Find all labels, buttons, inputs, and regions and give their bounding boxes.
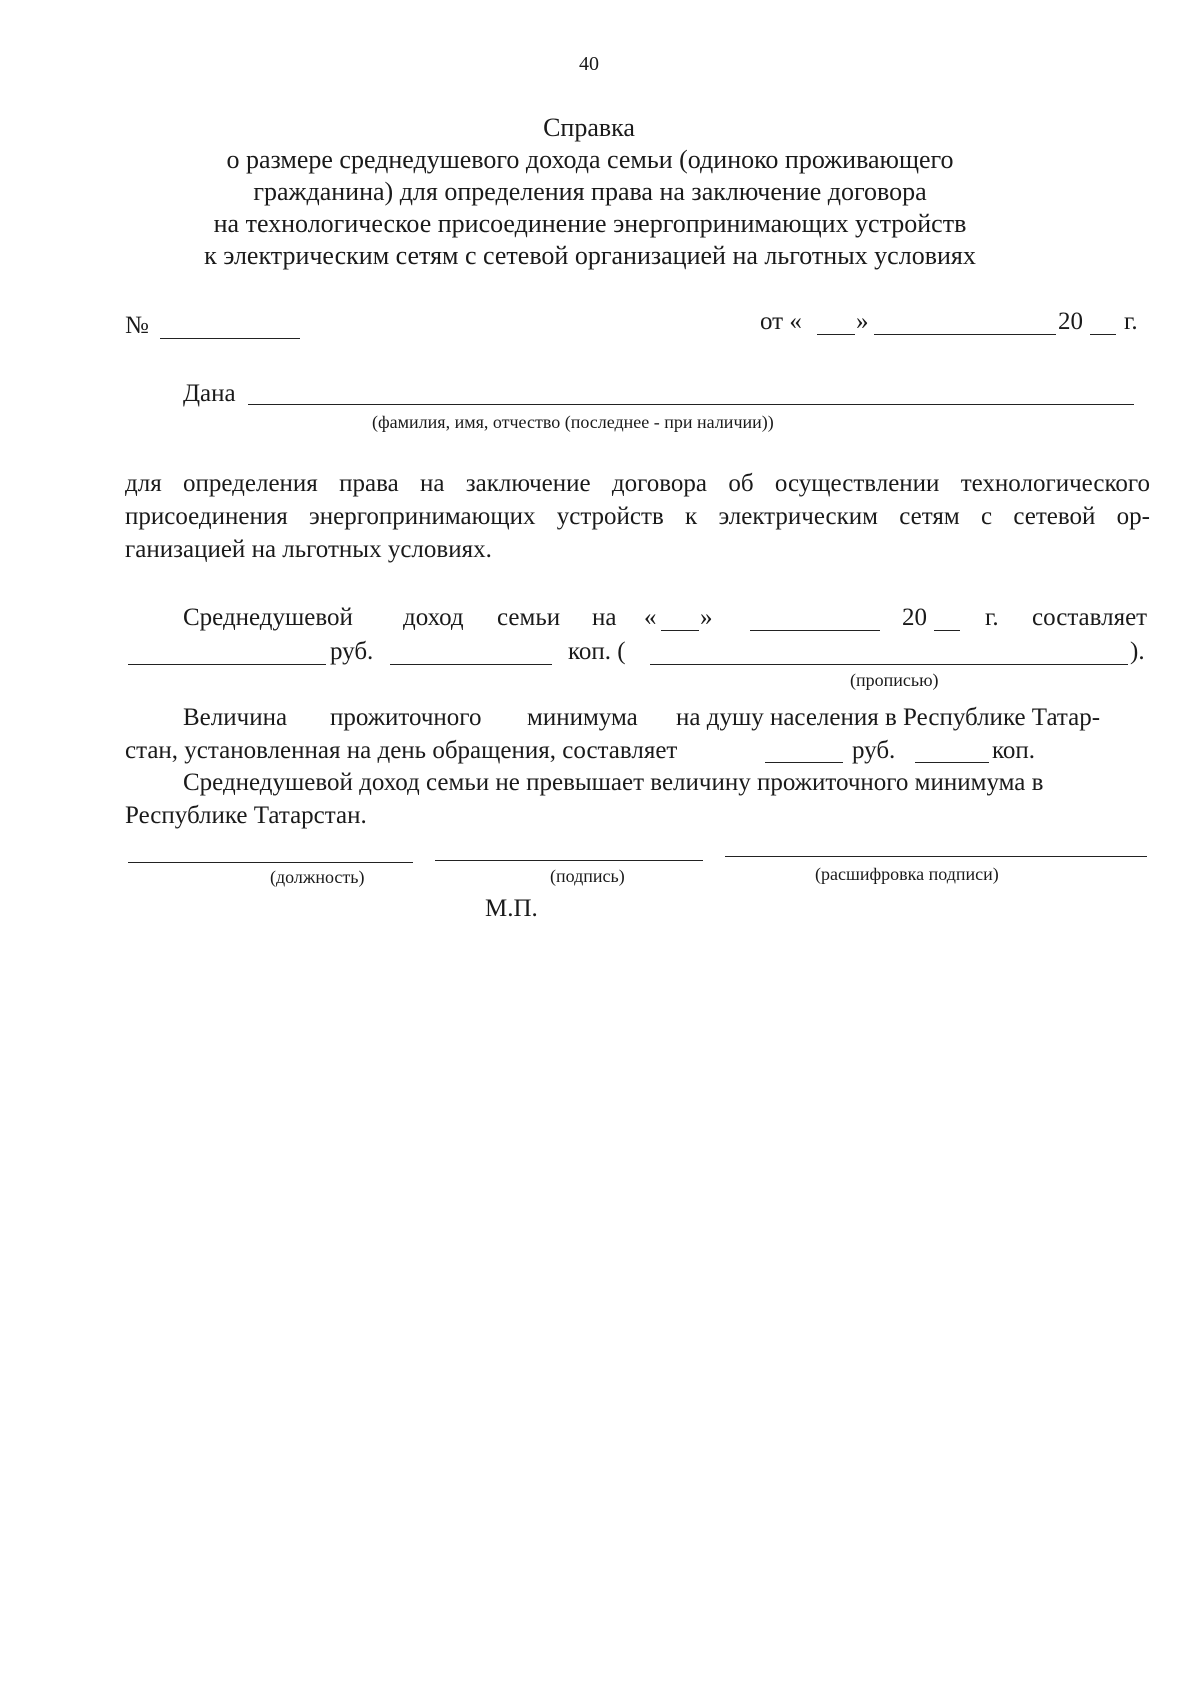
date-day-field[interactable]	[817, 334, 855, 335]
income-kop-label: коп. (	[568, 638, 626, 665]
seal-label: М.П.	[485, 895, 538, 922]
document-subtitle-line: к электрическим сетям с сетевой организацией на льготных условиях	[204, 241, 976, 270]
document-subtitle-line: о размере среднедушевого дохода семьи (одиноко проживающего	[226, 145, 954, 174]
purpose-line: ганизацией на льготных условиях.	[125, 536, 492, 563]
income-year-field[interactable]	[934, 630, 960, 631]
signature-caption: (подпись)	[550, 866, 625, 886]
income-quote-close: »	[700, 604, 713, 631]
page-number: 40	[579, 53, 599, 75]
in-words-caption: (прописью)	[850, 670, 939, 690]
income-close-paren: ).	[1130, 638, 1145, 665]
purpose-line: присоединения энергопринимающих устройств к электрическим сетям с сетевой ор-	[125, 503, 1150, 530]
income-rub-label: руб.	[330, 638, 374, 665]
issued-to-caption: (фамилия, имя, отчество (последнее - при наличии))	[372, 412, 774, 432]
minimum-rub-field[interactable]	[765, 762, 843, 763]
date-quote-close: »	[856, 308, 869, 335]
document-subtitle-line: на технологическое присоединение энергопринимающих устройств	[213, 209, 967, 238]
minimum-rub-label: руб.	[852, 737, 896, 764]
income-word: на	[592, 604, 617, 631]
date-year-field[interactable]	[1090, 334, 1116, 335]
number-field[interactable]	[160, 338, 300, 339]
minimum-line2-text: стан, установленная на день обращения, составляет	[125, 737, 678, 764]
income-year-prefix: 20	[902, 604, 927, 631]
conclusion-line: Среднедушевой доход семьи не превышает величину прожиточного минимума в	[183, 769, 1044, 796]
minimum-word: минимума	[527, 704, 638, 731]
position-caption: (должность)	[270, 867, 365, 887]
income-word: составляет	[1032, 604, 1148, 631]
document-subtitle-line: гражданина) для определения права на заключение договора	[253, 177, 927, 206]
income-in-words-field[interactable]	[650, 664, 1128, 665]
number-label: №	[125, 312, 149, 339]
income-word: доход	[403, 604, 464, 631]
minimum-word: на душу населения в Республике Татар-	[676, 704, 1101, 731]
minimum-kop-field[interactable]	[915, 762, 989, 763]
date-label-from: от «	[760, 308, 802, 335]
date-year-prefix: 20	[1058, 308, 1083, 335]
date-year-suffix: г.	[1124, 308, 1138, 335]
conclusion-line: Республике Татарстан.	[125, 802, 367, 829]
purpose-line: для определения права на заключение договора об осуществлении технологического	[125, 470, 1150, 497]
document-title: Справка	[543, 113, 635, 142]
issued-to-field[interactable]	[248, 404, 1134, 405]
minimum-word: прожиточного	[330, 704, 482, 731]
income-date-day-field[interactable]	[661, 630, 699, 631]
income-word: Среднедушевой	[183, 604, 353, 631]
date-month-field[interactable]	[874, 334, 1056, 335]
income-date-month-field[interactable]	[750, 630, 880, 631]
decoding-caption: (расшифровка подписи)	[815, 864, 999, 884]
income-year-suffix: г.	[985, 604, 999, 631]
income-kop-field[interactable]	[390, 664, 552, 665]
minimum-word: Величина	[183, 704, 288, 731]
minimum-kop-label: коп.	[992, 737, 1036, 764]
issued-to-label: Дана	[183, 380, 236, 407]
signature-decoding-field[interactable]	[725, 856, 1147, 857]
income-word: семьи	[497, 604, 561, 631]
position-field[interactable]	[128, 862, 413, 863]
income-rub-field[interactable]	[128, 664, 326, 665]
income-quote-open: «	[644, 604, 657, 631]
signature-field[interactable]	[435, 860, 703, 861]
